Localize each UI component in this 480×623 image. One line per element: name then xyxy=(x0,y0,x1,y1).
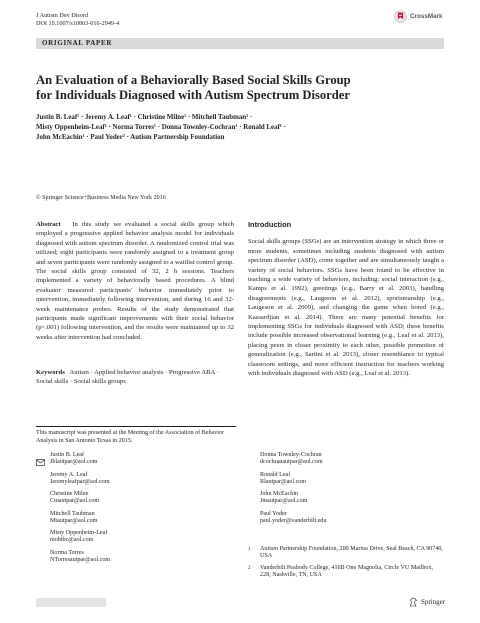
contact-email[interactable]: Jeremyleafpar@aol.com xyxy=(50,478,110,485)
contact-list-left xyxy=(50,452,230,569)
authors-line-3: John McEachin¹ · Paul Yoder² · Autism Partnership Foundation xyxy=(36,134,225,142)
contact-name: Misty Oppenheim-Leaf xyxy=(50,530,108,536)
affiliation-text: Vanderbilt Peabody College, 416B One Magnolia, Circle VU Mailbox, 228, Nashville, TN, USA xyxy=(260,564,434,579)
journal-name: J Autism Dev Disord xyxy=(36,12,89,19)
contact-name: Jeremy A. Leaf xyxy=(50,471,88,478)
paper-title xyxy=(36,73,436,103)
contact-entry xyxy=(50,472,230,487)
contact-entry xyxy=(50,511,230,526)
contact-entry xyxy=(260,452,440,467)
title-line-1: An Evaluation of a Behaviorally Based Social Skills Group xyxy=(36,73,351,87)
presentation-note: This manuscript was presented at the Meeting of the Association of Behavior Analysis in San Antonio Texas in 2015. xyxy=(36,430,225,444)
springer-logo xyxy=(409,597,445,607)
keywords-text: Autism · Applied behavior analysis · Progressive ABA · Social skills · Social skills groups xyxy=(36,369,219,386)
contact-name: Mitchell Taubman xyxy=(50,510,95,517)
contact-name: Christine Milne xyxy=(50,491,89,497)
affiliations xyxy=(248,546,444,584)
contact-email[interactable]: Rlautpar@aol.com xyxy=(260,478,307,485)
journal-doi[interactable]: DOI 10.1007/s10803-016-2949-4 xyxy=(36,19,120,27)
title-line-2: for Individuals Diagnosed with Autism Spectrum Disorder xyxy=(36,88,350,102)
contact-email[interactable]: dcochranautpar@aol.com xyxy=(260,459,323,466)
contact-entry xyxy=(50,491,230,506)
footer-barcode-strip xyxy=(36,598,106,607)
contact-name: Norma Torres xyxy=(50,549,84,556)
contact-entry xyxy=(260,472,440,487)
introduction-section xyxy=(248,220,444,379)
contact-entry xyxy=(260,491,440,506)
introduction-heading: Introduction xyxy=(248,220,292,229)
section-label: ORIGINAL PAPER xyxy=(42,39,113,47)
contact-email[interactable]: Jmautpar@aol.com xyxy=(260,498,308,505)
keywords-label: Keywords xyxy=(36,369,65,376)
contact-email[interactable]: Jblautpar@aol.com xyxy=(50,459,98,466)
contact-list-right xyxy=(260,452,440,530)
affiliation-number: 2 xyxy=(248,565,251,571)
contact-name: Paul Yoder xyxy=(260,510,287,517)
contact-email[interactable]: mobtbc@aol.com xyxy=(50,537,94,544)
affiliation-item xyxy=(248,565,444,580)
crossmark-icon xyxy=(394,10,407,23)
springer-label: Springer xyxy=(421,598,446,606)
keywords-section xyxy=(36,368,234,387)
contact-entry xyxy=(260,511,440,526)
introduction-paragraph: Social skills groups (SSGs) are an intervention strategy in which three or more students, sometimes including students diagnosed with autism spectrum disorder (ASD), come together and are simultaneously taught a variety of social behaviors. SSGs have been found to be effective in teaching a wide variety of behaviors, including: social interaction (e.g., Kamps et al. 1992), greetings (e.g., Barry et al. 2003), handling disagreements (e.g., Laugeson et al. 2012), sportsmanship (e.g., Laugeson et al. 2009), and changing the game when bored (e.g., Kassardjian et al. 2014). There are many potential benefits for implementing SSGs for individuals diagnosed with ASD; these benefits include possible increased observational learning (e.g., Leaf et al. 2013), placing peers in closer proximity to each other, possible promotion of generalization (e.g., Sartini et al. 2013), closer resemblance to typical classroom settings, and more efficient instruction for teachers working with individuals diagnosed with ASD (e.g., Leaf et al. 2013). xyxy=(248,238,444,378)
contact-entry xyxy=(50,452,230,467)
affiliation-item xyxy=(248,546,444,561)
footnote-divider xyxy=(36,426,236,427)
affiliation-number: 1 xyxy=(248,547,251,552)
crossmark-label: CrossMark xyxy=(410,13,443,20)
contact-email[interactable]: Mtautpar@aol.com xyxy=(50,517,98,524)
contact-entry xyxy=(50,530,230,545)
envelope-icon xyxy=(36,453,45,471)
contact-name: John McEachin xyxy=(260,491,299,497)
contact-entry xyxy=(50,550,230,565)
contact-name: Justin B. Leaf xyxy=(50,452,85,458)
copyright-notice: © Springer Science+Business Media New York 2016 xyxy=(36,195,166,201)
authors-line-2: Misty Oppenheim-Leaf¹ · Norma Torres¹ · Donna Townley-Cochran¹ · Ronald Leaf¹ · xyxy=(36,124,286,132)
authors-line-1: Justin B. Leaf¹ · Jeremy A. Leaf¹ · Christine Milne¹ · Mitchell Taubman¹ · xyxy=(36,114,253,121)
author-list xyxy=(36,113,446,144)
contact-name: Ronald Leaf xyxy=(260,471,291,478)
contact-email[interactable]: NTorresautpar@aol.com xyxy=(50,556,111,563)
contact-name: Donna Townley-Cochran xyxy=(260,452,322,458)
springer-horse-icon xyxy=(409,597,418,607)
abstract-label: Abstract xyxy=(36,221,61,228)
affiliation-text: Autism Partnership Foundation, 200 Marina Drive, Seal Beach, CA 90740, USA xyxy=(260,546,443,560)
abstract-text: In this study we evaluated a social skills group which employed a progressive applied behavior analysis model for individuals diagnosed with autism spectrum disorder. A randomized control trial was utilized; eight participants were randomly assigned to a treatment group and seven participants were randomly assigned to a waitlist control group. The social skills group consisted of 32, 2 h sessions. Teachers implemented a variety of behaviorally based procedures. A blind evaluator measured participants' behavior immediately prior to intervention, immediately following intervention, and during 16 and 32-week maintenance probes. Results of the study demonstrated that participants made significant improvements with their social behavior (p<.001) following intervention, and the results were maintained up to 32 weeks after intervention had concluded. xyxy=(36,221,235,341)
contact-email[interactable]: Cmautpar@aol.com xyxy=(50,498,100,505)
contact-email[interactable]: paul.yoder@vanderbilt.edu xyxy=(260,517,327,524)
journal-header xyxy=(36,12,119,27)
abstract-section xyxy=(36,220,234,342)
crossmark-badge[interactable] xyxy=(394,10,443,23)
